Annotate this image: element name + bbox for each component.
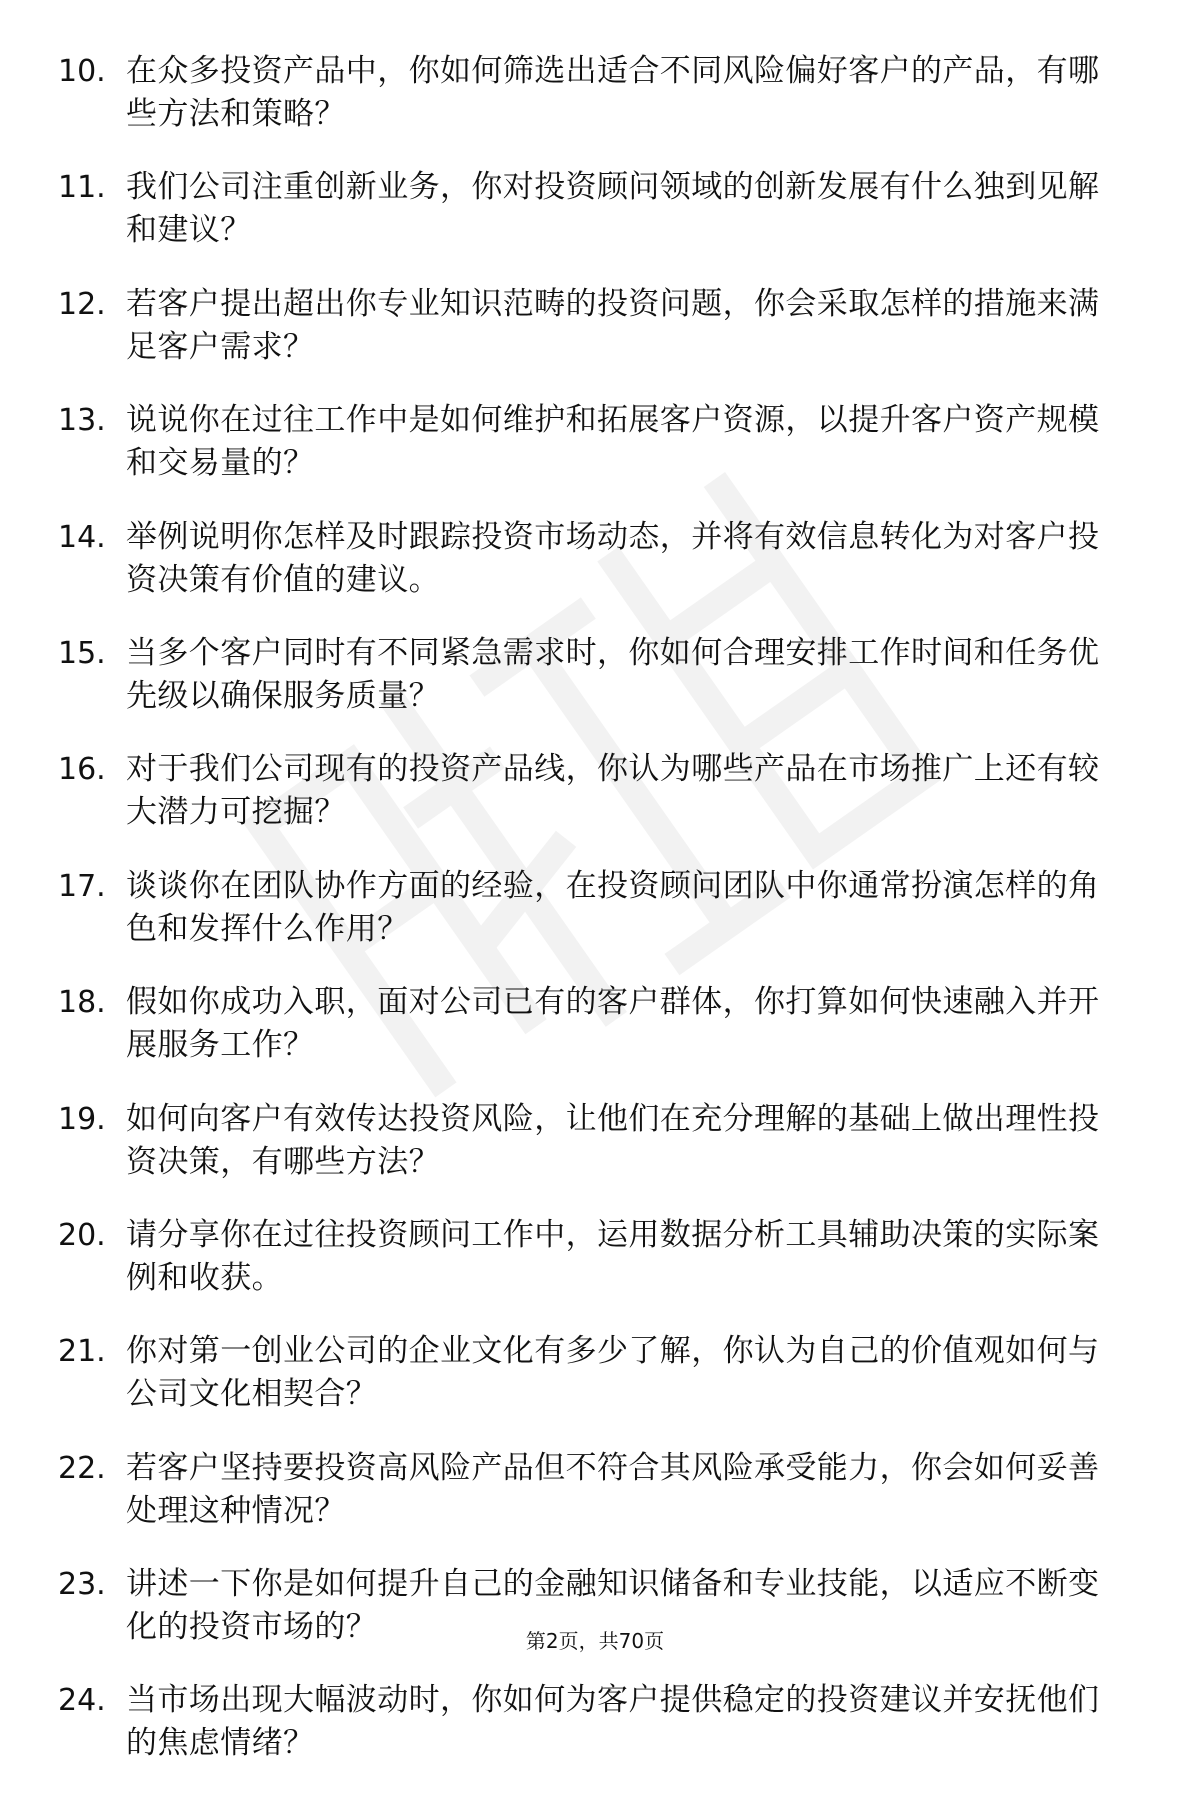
- question-item: [58, 1447, 1118, 1533]
- question-number: 19.: [58, 1101, 106, 1137]
- question-text: 当多个客户同时有不同紧急需求时，你如何合理安排工作时间和任务优先级以确保服务质量？: [126, 634, 1100, 714]
- question-item: [58, 981, 1118, 1067]
- question-item: [58, 632, 1118, 718]
- question-text: 对于我们公司现有的投资产品线，你认为哪些产品在市场推广上还有较大潜力可挖掘？: [126, 751, 1100, 831]
- question-text: 假如你成功入职，面对公司已有的客户群体，你打算如何快速融入并开展服务工作？: [126, 984, 1100, 1064]
- question-text: 举例说明你怎样及时跟踪投资市场动态，并将有效信息转化为对客户投资决策有价值的建议。: [126, 518, 1100, 598]
- question-item: [58, 865, 1118, 951]
- question-item: [58, 283, 1118, 369]
- page-footer: [0, 1628, 1190, 1654]
- question-text: 若客户坚持要投资高风险产品但不符合其风险承受能力，你会如何妥善处理这种情况？: [126, 1449, 1100, 1529]
- question-number: 15.: [58, 635, 106, 671]
- question-list: [58, 50, 1118, 1796]
- question-item: [58, 1214, 1118, 1300]
- question-number: 23.: [58, 1567, 106, 1603]
- question-number: 11.: [58, 170, 106, 206]
- question-item: [58, 166, 1118, 252]
- question-text: 说说你在过往工作中是如何维护和拓展客户资源，以提升客户资产规模和交易量的？: [126, 402, 1100, 482]
- question-text: 在众多投资产品中，你如何筛选出适合不同风险偏好客户的产品，有哪些方法和策略？: [126, 53, 1100, 132]
- question-item: [58, 1098, 1118, 1184]
- question-number: 22.: [58, 1450, 106, 1486]
- question-item: [58, 748, 1118, 834]
- question-number: 14.: [58, 519, 106, 555]
- question-number: 24.: [58, 1683, 106, 1719]
- question-number: 12.: [58, 286, 106, 322]
- question-item: [58, 50, 1118, 136]
- question-number: 21.: [58, 1334, 106, 1370]
- question-number: 10.: [58, 54, 106, 89]
- question-item: [58, 516, 1118, 602]
- question-number: 16.: [58, 752, 106, 788]
- question-text: 你对第一创业公司的企业文化有多少了解，你认为自己的价值观如何与公司文化相契合？: [126, 1333, 1100, 1413]
- question-number: 17.: [58, 868, 106, 904]
- question-text: 若客户提出超出你专业知识范畴的投资问题，你会采取怎样的措施来满足客户需求？: [126, 285, 1100, 365]
- question-item: [58, 1330, 1118, 1416]
- page-number-label: 第2页，共70页: [525, 1629, 665, 1653]
- question-item: [58, 399, 1118, 485]
- question-text: 谈谈你在团队协作方面的经验，在投资顾问团队中你通常扮演怎样的角色和发挥什么作用？: [126, 867, 1100, 947]
- question-text: 我们公司注重创新业务，你对投资顾问领域的创新发展有什么独到见解和建议？: [126, 169, 1100, 249]
- question-number: 13.: [58, 403, 106, 439]
- question-item: [58, 1679, 1118, 1765]
- question-text: 当市场出现大幅波动时，你如何为客户提供稳定的投资建议并安抚他们的焦虑情绪？: [126, 1682, 1100, 1762]
- question-text: 请分享你在过往投资顾问工作中，运用数据分析工具辅助决策的实际案例和收获。: [126, 1216, 1100, 1296]
- question-text: 讲述一下你是如何提升自己的金融知识储备和专业技能，以适应不断变化的投资市场的？: [126, 1566, 1100, 1646]
- question-number: 18.: [58, 985, 106, 1021]
- question-number: 20.: [58, 1217, 106, 1253]
- question-text: 如何向客户有效传达投资风险，让他们在充分理解的基础上做出理性投资决策，有哪些方法？: [126, 1100, 1100, 1180]
